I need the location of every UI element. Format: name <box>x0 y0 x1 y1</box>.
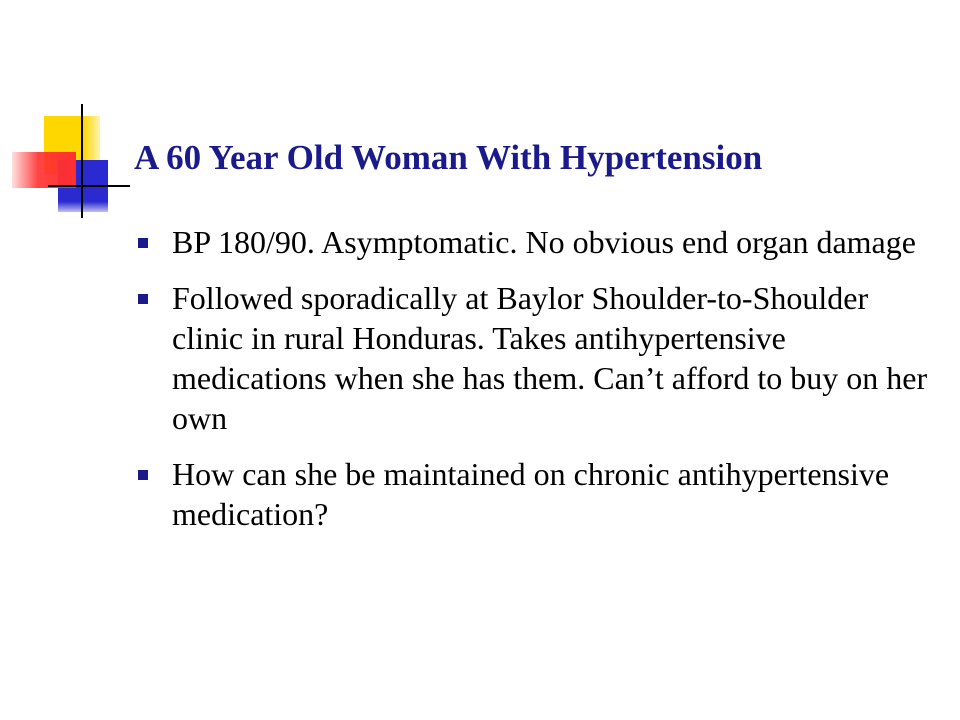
square-bullet-icon <box>138 238 148 248</box>
bullet-item <box>134 278 934 438</box>
bullet-list <box>134 222 934 550</box>
bullet-item <box>134 222 934 262</box>
bullet-item <box>134 454 934 534</box>
slide-title: A 60 Year Old Woman With Hypertension <box>134 138 763 177</box>
bullet-text: How can she be maintained on chronic antihypertensive medication? <box>172 456 890 532</box>
bullet-text: BP 180/90. Asymptomatic. No obvious end organ damage <box>172 224 916 260</box>
square-bullet-icon <box>138 470 148 480</box>
bullet-text: Followed sporadically at Baylor Shoulder-to-Shoulder clinic in rural Honduras. Takes antihypertensive medications when she has them. Can’t afford to buy on her own <box>172 280 928 436</box>
square-bullet-icon <box>138 294 148 304</box>
slide-logo-icon <box>0 0 140 230</box>
